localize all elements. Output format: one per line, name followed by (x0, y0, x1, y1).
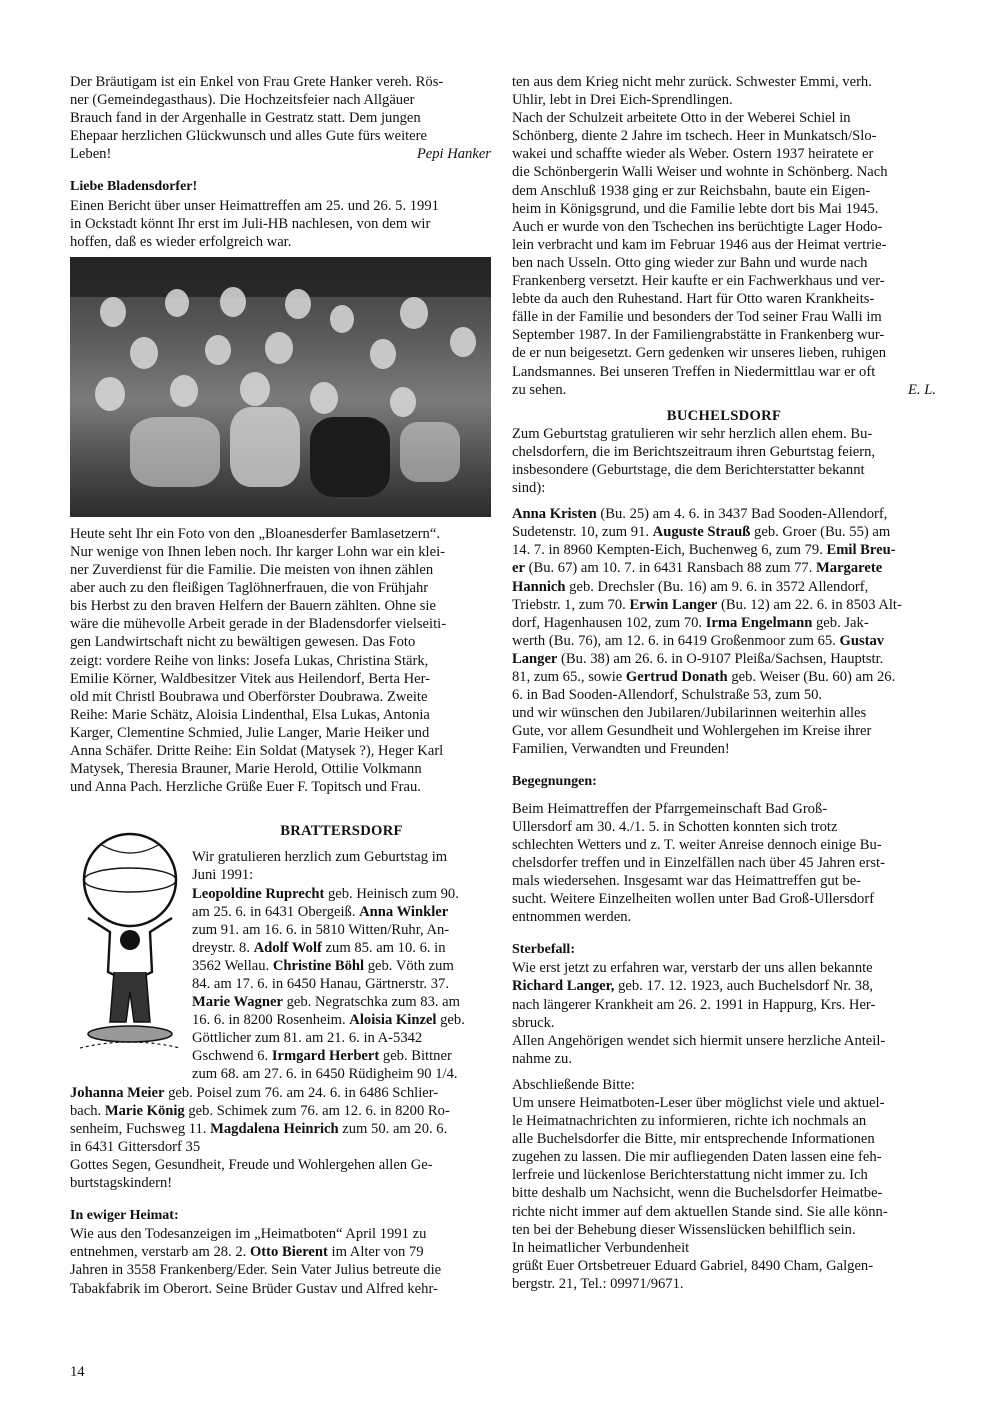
text-line: Der Bräutigam ist ein Enkel von Frau Grete Hanker vereh. Rös- (70, 74, 444, 90)
text-line: sbruck. (512, 1014, 555, 1031)
text-line: schlechten Wetters und z. T. weiter Anreise dennoch einige Bu- (512, 836, 882, 853)
section-heading: BUCHELSDORF (666, 407, 782, 424)
person-name: Christine Böhl (272, 957, 365, 974)
intro-paragraph (70, 73, 491, 163)
text-line: senheim, Fuchsweg 11. Magdalena Heinrich zum 50. am 20. 6. (70, 1120, 448, 1137)
text-line: Matysek, Theresia Brauner, Marie Herold, Ottilie Volkmann (70, 761, 422, 778)
text-line: wakei und schaffte wieder als Weber. Ostern 1937 heiratete er (512, 146, 874, 163)
text-line: bitte deshalb um Nachsicht, wenn die Buchelsdorfer Heimatbe- (512, 1185, 883, 1202)
person-name: Gertrud Donath (625, 669, 728, 685)
text-line: Schönberg, diente 2 Jahre im tschech. Heer in Munkatsch/Slo- (512, 128, 877, 145)
person-name: Margarete (816, 560, 883, 577)
text-line: Johanna Meier geb. Poisel zum 76. am 24. 6. in 6486 Schlier- (70, 1084, 439, 1101)
text-line: chelsdorfer treffen und in Einzelfällen nach über 45 Jahren erst- (512, 854, 885, 871)
text-line: ner (Gemeindegasthaus). Die Hochzeitsfeier nach Allgäuer (70, 92, 415, 109)
text-line: heim in Königsgrund, und die Familie lebte dort bis Mai 1945. (512, 200, 879, 217)
page-number: 14 (70, 1364, 85, 1380)
text-line: bis Herbst zu den braven Helfern der Bauern zählten. Ohne sie (70, 598, 436, 615)
text-line: sind): (512, 480, 546, 497)
text-line: Heute seht Ihr ein Foto von den „Bloanesderfer Bamlasetzern“. (70, 525, 440, 542)
text-line: nach längerer Krankheit am 26. 2. 1991 in Happurg, Krs. Her- (512, 996, 876, 1013)
right-column (512, 73, 936, 1293)
person-name: Irmgard Herbert (271, 1048, 380, 1065)
person-name: Gustav (839, 632, 885, 649)
signature-line: zu sehen. E. L. (512, 381, 936, 398)
person-name: Marie Wagner (192, 994, 283, 1011)
person-name: Auguste Strauß (652, 524, 751, 541)
text-line: dem Anschluß 1938 ging er zur Reichsbahn, baute ein Eigen- (512, 182, 871, 199)
text-line: 16. 6. in 8200 Rosenheim. Aloisia Kinzel geb. (192, 1012, 465, 1029)
text-line: September 1987. In der Familiengrabstätte in Frankenberg wur- (512, 327, 885, 344)
person-name: Anna Kristen (512, 506, 597, 523)
text-line: de er nun beigesetzt. Gern gedenken wir unseres lieben, ruhigen (512, 345, 887, 362)
text-line: Reihe: Marie Schätz, Aloisia Lindenthal, Elsa Lukas, Antonia (70, 706, 430, 723)
text-line: Nach der Schulzeit arbeitete Otto in der Weberei Schiel in (512, 110, 851, 127)
text-line: Gottes Segen, Gesundheit, Freude und Wohlergehen allen Ge- (70, 1156, 433, 1173)
section-heading: Liebe Bladensdorfer! (70, 179, 198, 195)
text-line: zeigt: vordere Reihe von links: Josefa Lukas, Christina Stärk, (70, 652, 429, 669)
text-line: Sudetenstr. 10, zum 91. Auguste Strauß geb. Groer (Bu. 55) am (512, 524, 891, 541)
text-line: ner Zuverdienst für die Familie. Die meisten von ihnen zählen (70, 562, 434, 579)
text-line: le Heimatnachrichten zu informieren, richte ich nochmals an (512, 1113, 867, 1130)
text-line: zum 68. am 27. 6. in 6450 Rüdigheim 90 1/4. (192, 1066, 458, 1083)
person-name: Otto Bierent (249, 1244, 328, 1261)
text-line: und wir wünschen den Jubilaren/Jubilarinnen weiterhin alles (512, 705, 867, 722)
text-line: entnommen werden. (512, 909, 632, 926)
person-name: Emil Breu- (826, 542, 896, 559)
text-line: Anna Schäfer. Dritte Reihe: Ein Soldat (Matysek ?), Heger Karl (70, 742, 444, 759)
person-name: Aloisia Kinzel (349, 1012, 437, 1029)
text-line: am 25. 6. in 6431 Obergeiß. Anna Winkler (192, 903, 449, 920)
text-line: Anna Kristen (Bu. 25) am 4. 6. in 3437 Bad Sooden-Allendorf, (512, 506, 888, 523)
text-line: ten bei der Behebung dieser Wissenslücken behilflich sein. (512, 1221, 856, 1238)
left-column (70, 73, 491, 1298)
text-line: dorf, Hagenhausen 102, zum 70. Irma Engelmann geb. Jak- (512, 614, 869, 631)
text-line: alle Buchelsdorfer die Bitte, mir entsprechende Informationen (512, 1131, 875, 1148)
text-line: lerfreie und lückenlose Berichterstattung nicht immer zu. Ich (512, 1167, 868, 1184)
text-line: zugehen zu lassen. Die mir aufliegenden Daten lassen eine feh- (512, 1149, 882, 1166)
text-line: 14. 7. in 8960 Kempten-Eich, Buchenweg 6, zum 79. Emil Breu- (512, 542, 896, 559)
text-line: Jahren in 3558 Frankenberg/Eder. Sein Vater Julius betreute die (70, 1262, 442, 1279)
text-line: aber auch zu den fleißigen Taglöhnerfrauen, die von Frühjahr (70, 580, 429, 597)
text-line: Langer (Bu. 38) am 26. 6. in O-9107 Pleißa/Sachsen, Hauptstr. (512, 650, 884, 667)
text-line: grüßt Euer Ortsbetreuer Eduard Gabriel, 8490 Cham, Galgen- (512, 1257, 874, 1274)
text-line: Emilie Körner, Waldbesitzer Vitek aus Heilendorf, Berta Her- (70, 670, 431, 687)
text-line: Brauch fand in der Argenhalle in Gestratz statt. Dem jungen (70, 110, 421, 127)
text-line: Wie aus den Todesanzeigen im „Heimatboten“ April 1991 zu (70, 1226, 427, 1243)
section-heading: Abschließende Bitte: (512, 1076, 635, 1093)
text-line: Tabakfabrik im Oberort. Seine Brüder Gustav und Alfred kehr- (70, 1280, 438, 1297)
brattersdorf-section (70, 822, 491, 1192)
person-name: Leopoldine Ruprecht (192, 885, 325, 902)
text-line: bach. Marie König geb. Schimek zum 76. am 12. 6. in 8200 Ro- (70, 1102, 450, 1119)
text-line: In heimatlicher Verbundenheit (512, 1239, 690, 1256)
text-line: Um unsere Heimatboten-Leser über möglichst viele und aktuel- (512, 1094, 885, 1111)
person-name: Anna Winkler (359, 903, 449, 920)
text-line: insbesondere (Geburtstage, die dem Berichterstatter bekannt (512, 461, 865, 478)
text-line: Einen Bericht über unser Heimattreffen am 25. und 26. 5. 1991 (70, 197, 439, 214)
group-photo (70, 257, 491, 517)
person-name: Hannich (512, 578, 566, 595)
text-line: Leben! (70, 146, 112, 163)
text-line: burtstagskindern! (70, 1175, 173, 1192)
section-heading: Begegnungen: (512, 774, 597, 790)
text-line: Marie Wagner geb. Negratschka zum 83. am (192, 994, 461, 1011)
person-name: Richard Langer, (512, 978, 615, 995)
text-line: sucht. Weitere Einzelheiten wollen unter Bad Groß-Ullersdorf (512, 891, 875, 908)
text-line: in Ockstadt könnt Ihr erst im Juli-HB nachlesen, von dem wir (70, 215, 431, 232)
text-line: bergstr. 21, Tel.: 09971/9671. (512, 1275, 684, 1292)
text-line: Familien, Verwandten und Freunden! (512, 741, 730, 758)
text-line: fälle in der Familie und besonders der Tod seiner Frau Walli im (512, 309, 882, 326)
signature-line (70, 145, 491, 163)
section-heading: In ewiger Heimat: (70, 1208, 179, 1224)
text-line: hoffen, daß es wieder erfolgreich war. (70, 233, 292, 250)
text-line: 81, zum 65., sowie Gertrud Donath geb. Weiser (Bu. 60) am 26. (512, 669, 896, 685)
text-line: Gute, vor allem Gesundheit und Wohlergehen im Kreise ihrer (512, 723, 872, 740)
text-line: 84. am 17. 6. in 6450 Hanau, Gärtnerstr. 37. (192, 976, 449, 992)
text-line: Ehepaar herzlichen Glückwunsch und alles Gute fürs weitere (70, 128, 427, 145)
text-line: ten aus dem Krieg nicht mehr zurück. Schwester Emmi, verh. (512, 74, 872, 90)
section-heading: Sterbefall: (512, 942, 575, 958)
text-line: dreystr. 8. Adolf Wolf zum 85. am 10. 6. in (192, 939, 446, 956)
text-line: 3562 Wellau. Christine Böhl geb. Vöth zum (192, 957, 454, 974)
text-line: werth (Bu. 76), am 12. 6. in 6419 Großenmoor zum 65. Gustav (512, 632, 885, 649)
text-line: Wir gratulieren herzlich zum Geburtstag im (192, 849, 448, 866)
text-line: Allen Angehörigen wendet sich hiermit unsere herzliche Anteil- (512, 1032, 886, 1049)
text-line: lein verbracht und kam im Februar 1946 aus der Heimat vertrie- (512, 236, 887, 253)
text-line: in 6431 Gittersdorf 35 (70, 1138, 201, 1155)
person-name: Irma Engelmann (705, 614, 813, 631)
person-name: Marie König (104, 1102, 185, 1119)
person-name: Adolf Wolf (253, 939, 322, 956)
text-line: richte nicht immer auf dem aktuellen Stande sind. Sie alle könn- (512, 1203, 888, 1220)
text-line: old mit Christl Boubrawa und Oberförster Doubrawa. Zweite (70, 688, 428, 705)
text-line: Landsmannes. Bei unseren Treffen in Niedermittlau war er oft (512, 363, 876, 380)
text-line: Nur wenige von Ihnen leben noch. Ihr karger Lohn war ein klei- (70, 543, 445, 560)
person-name: er (512, 560, 525, 577)
text-line: 6. in Bad Sooden-Allendorf, Schulstraße 53, zum 50. (512, 687, 823, 704)
signature: E. L. (908, 381, 936, 398)
text-line: Ullersdorf am 30. 4./1. 5. in Schotten konnten sich trotz (512, 818, 838, 835)
text-line: Uhlir, lebt in Drei Eich-Sprendlingen. (512, 92, 733, 109)
text-line: chelsdorfern, die im Berichtszeitraum ihren Geburtstag feiern, (512, 443, 876, 460)
text-line: wäre die mühevolle Arbeit gerade in der Bladensdorfer vielseiti- (70, 616, 447, 633)
text-line: er (Bu. 67) am 10. 7. in 6431 Ransbach 88 zum 77. Margarete (512, 560, 883, 577)
section-heading: BRATTERSDORF (280, 823, 403, 840)
text-line: Frankenberg versetzt. Heir kaufte er ein Fachwerkhaus und ver- (512, 273, 885, 290)
person-name: Johanna Meier (70, 1084, 165, 1101)
text-line: die Schönbergerin Walli Weiser und wohnte in Schönberg. Nach (512, 164, 888, 181)
text-line: Zum Geburtstag gratulieren wir sehr herzlich allen ehem. Bu- (512, 425, 873, 442)
text-line: lebte da auch den Ruhestand. Hart für Otto waren Krankheits- (512, 291, 875, 308)
atlas-globe-icon (70, 822, 188, 1054)
text-line: entnehmen, verstarb am 28. 2. Otto Bierent im Alter von 79 (70, 1244, 424, 1261)
text-line: Triebstr. 1, zum 70. Erwin Langer (Bu. 12) am 22. 6. in 8503 Alt- (512, 596, 902, 613)
person-name: Magdalena Heinrich (210, 1120, 339, 1137)
person-name: Erwin Langer (629, 596, 718, 613)
text-line: und Anna Pach. Herzliche Grüße Euer F. Topitsch und Frau. (70, 779, 421, 796)
text-line: Beim Heimattreffen der Pfarrgemeinschaft Bad Groß- (512, 800, 828, 817)
text-line: Leopoldine Ruprecht geb. Heinisch zum 90. (192, 885, 459, 902)
text-line: Juni 1991: (192, 867, 254, 884)
person-name: Langer (512, 650, 558, 667)
text-line: gen Landwirtschaft nicht zu bewältigen gewesen. Das Foto (70, 634, 416, 651)
text-line: Auch er wurde von den Tschechen ins berüchtigte Lager Hodo- (512, 218, 883, 235)
text-line: zum 91. am 16. 6. in 5810 Witten/Ruhr, An- (192, 921, 450, 938)
text-line: ben nach Usseln. Otto ging wieder zur Bahn und wurde nach (512, 254, 868, 271)
text-line: Hannich geb. Drechsler (Bu. 16) am 9. 6. in 3572 Allendorf, (512, 578, 869, 595)
text-line: mals wiedersehen. Insgesamt war das Heimattreffen gut be- (512, 872, 862, 889)
text-line: Gschwend 6. Irmgard Herbert geb. Bittner (192, 1048, 452, 1065)
signature: Pepi Hanker (416, 146, 491, 163)
text-line: nahme zu. (512, 1050, 572, 1067)
text-line: Göttlicher zum 81. am 21. 6. in A-5342 (192, 1030, 423, 1047)
text-line: Wie erst jetzt zu erfahren war, verstarb der uns allen bekannte (512, 960, 873, 977)
text-line: Karger, Clementine Schmied, Julie Langer, Marie Heiker und (70, 724, 430, 741)
text-line: Richard Langer, geb. 17. 12. 1923, auch Buchelsdorf Nr. 38, (512, 978, 874, 995)
